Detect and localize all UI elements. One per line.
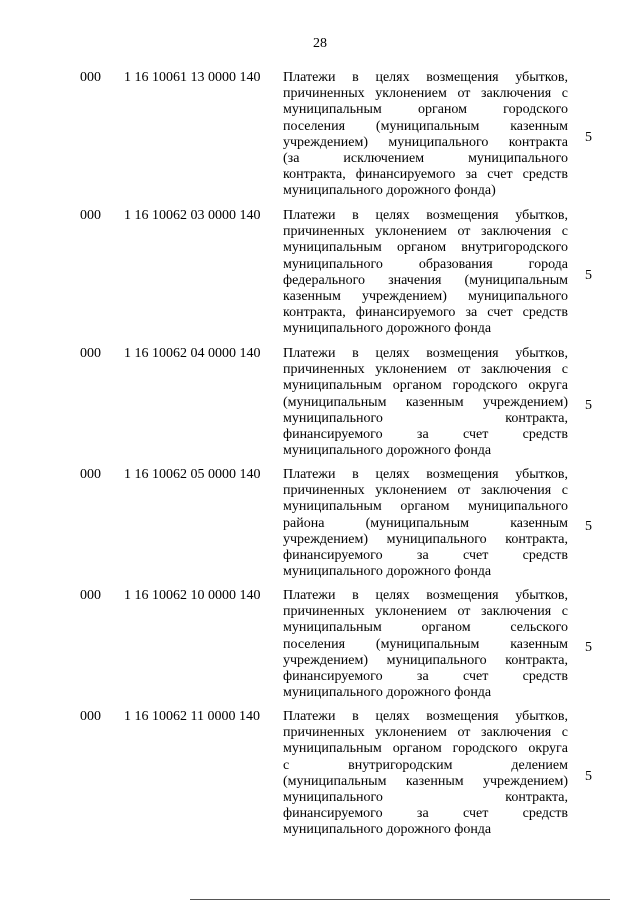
description-line: причиненных уклонением от заключения с — [283, 362, 568, 378]
rate-value: 5 — [585, 640, 592, 655]
rate-value: 5 — [585, 398, 592, 413]
description-line: учреждением) муниципального контракта, — [283, 652, 568, 668]
description-line: контракта, финансируемого за счет средств — [283, 305, 568, 321]
row-description — [283, 709, 568, 839]
description-line: Платежи в целях возмещения убытков, — [283, 346, 568, 361]
description-line: Платежи в целях возмещения убытков, — [283, 709, 568, 724]
description-line: финансируемого за счет средств — [283, 806, 568, 822]
description-line: причиненных уклонением от заключения с — [283, 224, 568, 240]
rate-value: 5 — [585, 519, 592, 534]
description-line: учреждением) муниципального контракта — [283, 134, 568, 150]
description-line: причиненных уклонением от заключения с — [283, 604, 568, 620]
description-line: контракта, финансируемого за счет средств — [283, 167, 568, 183]
description-line: федерального значения (муниципальным — [283, 272, 568, 288]
admin-code: 000 — [80, 709, 101, 724]
description-line: (муниципальным казенным учреждением) — [283, 394, 568, 410]
rate-value: 5 — [585, 268, 592, 283]
description-line: (за исключением муниципального — [283, 150, 568, 166]
budget-classification-code: 1 16 10062 11 0000 140 — [124, 709, 260, 724]
description-line: финансируемого за счет средств — [283, 547, 568, 563]
description-line: муниципальным органом городского округа — [283, 741, 568, 757]
description-line: муниципальным органом городского округа — [283, 378, 568, 394]
row-description — [283, 588, 568, 701]
description-line: поселения (муниципальным казенным — [283, 636, 568, 652]
description-line: муниципальным органом городского — [283, 102, 568, 118]
description-line: причиненных уклонением от заключения с — [283, 483, 568, 499]
description-line: Платежи в целях возмещения убытков, — [283, 208, 568, 223]
admin-code: 000 — [80, 70, 101, 85]
description-line: муниципального образования города — [283, 256, 568, 272]
admin-code: 000 — [80, 208, 101, 223]
admin-code: 000 — [80, 346, 101, 361]
rate-value: 5 — [585, 130, 592, 145]
description-line: Платежи в целях возмещения убытков, — [283, 588, 568, 603]
rate-value: 5 — [585, 769, 592, 784]
page-bottom-rule — [190, 899, 610, 900]
description-line: Платежи в целях возмещения убытков, — [283, 70, 568, 85]
description-line: причиненных уклонением от заключения с — [283, 725, 568, 741]
row-description — [283, 346, 568, 459]
budget-classification-code: 1 16 10062 05 0000 140 — [124, 467, 261, 482]
description-line: муниципального дорожного фонда — [283, 822, 492, 838]
description-line: муниципальным органом сельского — [283, 620, 568, 636]
budget-classification-code: 1 16 10062 04 0000 140 — [124, 346, 261, 361]
description-line: муниципальным органом муниципального — [283, 499, 568, 515]
row-description — [283, 208, 568, 338]
description-line: муниципального контракта, — [283, 789, 568, 805]
description-line: с внутригородским делением — [283, 757, 568, 773]
description-line: учреждением) муниципального контракта, — [283, 531, 568, 547]
description-line: муниципального дорожного фонда — [283, 321, 492, 337]
description-line: казенным учреждением) муниципального — [283, 288, 568, 304]
description-line: финансируемого за счет средств — [283, 668, 568, 684]
description-line: района (муниципальным казенным — [283, 515, 568, 531]
budget-classification-code: 1 16 10061 13 0000 140 — [124, 70, 261, 85]
row-description — [283, 467, 568, 580]
description-line: муниципального контракта, — [283, 410, 568, 426]
description-line: муниципального дорожного фонда) — [283, 183, 496, 199]
description-line: финансируемого за счет средств — [283, 426, 568, 442]
row-description — [283, 70, 568, 200]
admin-code: 000 — [80, 467, 101, 482]
description-line: поселения (муниципальным казенным — [283, 118, 568, 134]
page-number: 28 — [313, 36, 327, 51]
description-line: Платежи в целях возмещения убытков, — [283, 467, 568, 482]
description-line: причиненных уклонением от заключения с — [283, 86, 568, 102]
description-line: муниципального дорожного фонда — [283, 564, 492, 580]
description-line: муниципального дорожного фонда — [283, 443, 492, 459]
budget-classification-code: 1 16 10062 03 0000 140 — [124, 208, 261, 223]
description-line: (муниципальным казенным учреждением) — [283, 773, 568, 789]
admin-code: 000 — [80, 588, 101, 603]
description-line: муниципальным органом внутригородского — [283, 240, 568, 256]
description-line: муниципального дорожного фонда — [283, 685, 492, 701]
budget-classification-code: 1 16 10062 10 0000 140 — [124, 588, 261, 603]
